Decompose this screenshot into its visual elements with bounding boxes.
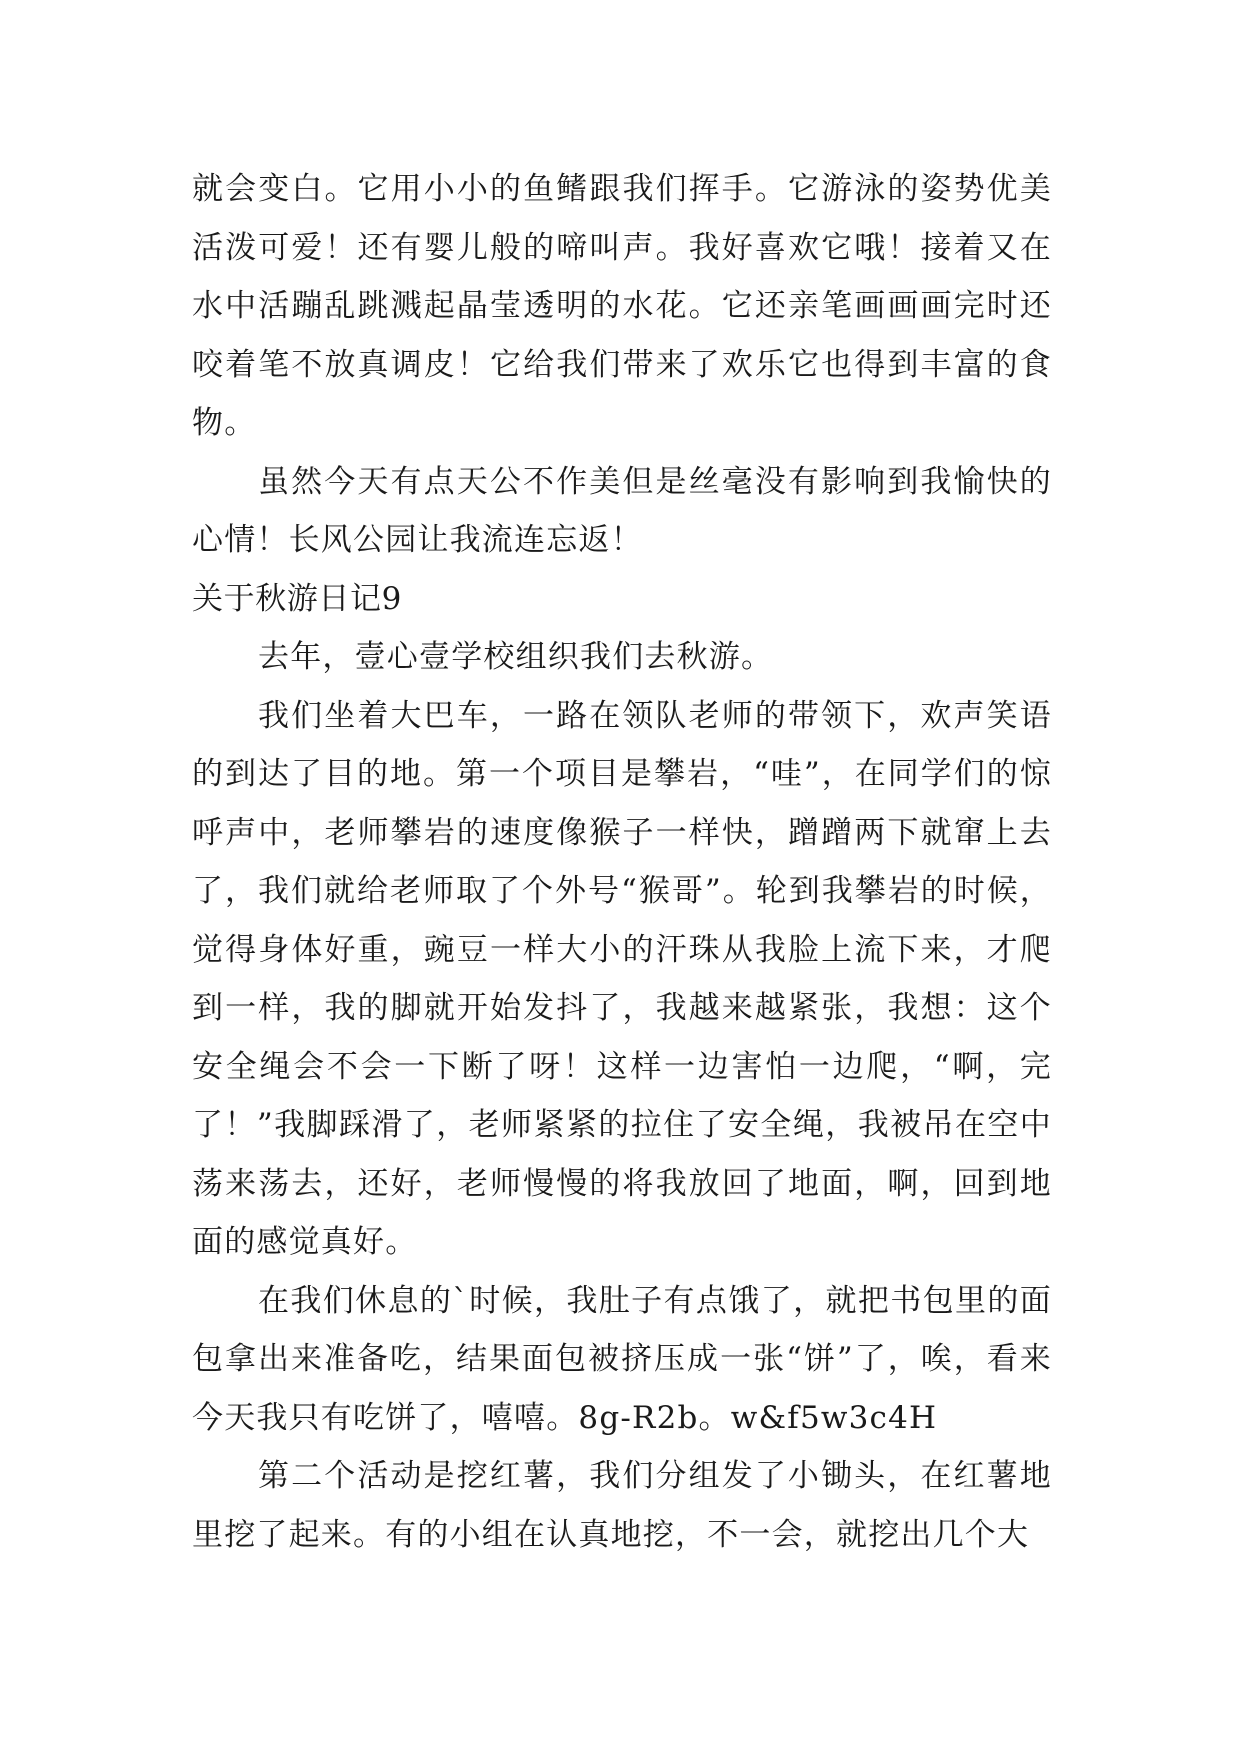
paragraph-trip-intro: 去年，壹心壹学校组织我们去秋游。 <box>258 639 774 675</box>
paragraph-dolphin-description: 就会变白。它用小小的鱼鳍跟我们挥手。它游泳的姿势优美活泼可爱！还有婴儿般的啼叫声。我好喜欢它哦！接着又在水中活蹦乱跳溅起晶莹透明的水花。它还亲笔画画画完时还咬着笔不放真调皮！它给我们带来了欢乐它也得到丰富的食物。 <box>192 171 1052 441</box>
paragraph-rest-break: 在我们休息的`时候，我肚子有点饿了，就把书包里的面包拿出来准备吃，结果面包被挤压成一张“饼”了，唉，看来今天我只有吃饼了，嘻嘻。8g-R2b。w&f5w3c4H <box>192 1282 1052 1436</box>
paragraph-rock-climbing: 我们坐着大巴车，一路在领队老师的带领下，欢声笑语的到达了目的地。第一个项目是攀岩，“哇”，在同学们的惊呼声中，老师攀岩的速度像猴子一样快，蹭蹭两下就窜上去了，我们就给老师取了个外号“猴哥”。轮到我攀岩的时候，觉得身体好重，豌豆一样大小的汗珠从我脸上流下来，才爬到一样，我的脚就开始发抖了，我越来越紧张，我想：这个安全绳会不会一下断了呀！这样一边害怕一边爬，“啊，完了！”我脚踩滑了，老师紧紧的拉住了安全绳，我被吊在空中荡来荡去，还好，老师慢慢的将我放回了地面，啊，回到地面的感觉真好。 <box>192 697 1052 1260</box>
section-heading: 关于秋游日记9 <box>192 580 402 617</box>
paragraph-park-conclusion: 虽然今天有点天公不作美但是丝毫没有影响到我愉快的心情！长风公园让我流连忘返！ <box>192 463 1052 558</box>
document-body <box>192 160 1052 1564</box>
paragraph-sweet-potato: 第二个活动是挖红薯，我们分组发了小锄头，在红薯地里挖了起来。有的小组在认真地挖，不一会，就挖出几个大 <box>192 1458 1052 1553</box>
